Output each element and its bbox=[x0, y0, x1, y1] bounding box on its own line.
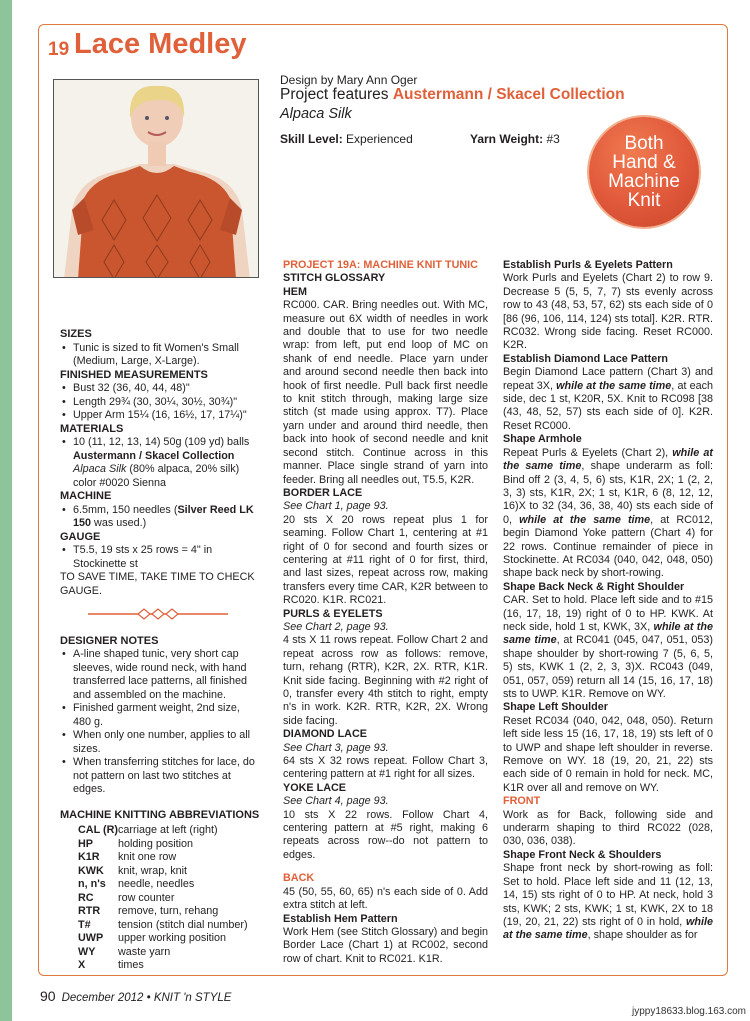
hem-pattern-heading: Establish Hem Pattern bbox=[283, 912, 398, 925]
abbreviation-row: WY waste yarn bbox=[78, 945, 171, 958]
abbreviation-row: K1R knit one row bbox=[78, 851, 177, 863]
border-lace-heading: BORDER LACE bbox=[283, 486, 363, 499]
instructions-column-2 bbox=[503, 259, 713, 943]
materials-list bbox=[60, 436, 260, 490]
front-neck-heading: Shape Front Neck & Shoulders bbox=[503, 848, 662, 861]
sizes-list bbox=[60, 342, 260, 369]
chart-reference: See Chart 1, page 93. bbox=[283, 500, 389, 513]
diamond-pattern-text: Begin Diamond Lace pattern (Chart 3) and repeat 3X, while at the same time, at each side, dec 1 st, K20R, 5X. Knit to RC098 [38 (43, 48, 52, 57) sts each side of 0]. K2R. Reset RC000. bbox=[503, 366, 713, 432]
project-heading: PROJECT 19A: MACHINE KNIT TUNIC bbox=[283, 259, 478, 271]
abbreviation-row: CAL (R) carriage at left (right) bbox=[78, 824, 218, 836]
purls-pattern-text: Work Purls and Eyelets (Chart 2) to row 9. Decrease 5 (5, 5, 7, 7) sts evenly across row to 43 (48, 53, 57, 62) sts each side of 0 [86 (96, 106, 114, 124) sts total]. K2R. RTR. RC032. Wrong side facing. Reset RC000. K2R. bbox=[503, 272, 713, 352]
skill-level: Skill Level: Experienced bbox=[280, 132, 413, 146]
list-item: • A-line shaped tunic, very short cap sleeves, wide round neck, with hand transferred lace patterns, all finished and assembled on the machine. bbox=[60, 648, 260, 702]
purls-heading: PURLS & EYELETS bbox=[283, 607, 383, 620]
list-item: • When transferring stitches for lace, do not pattern on last two stitches at edges. bbox=[60, 756, 260, 797]
abbreviation-row: HP holding position bbox=[78, 837, 194, 850]
ornament-divider bbox=[88, 608, 228, 620]
yoke-text: 10 sts X 22 rows. Follow Chart 4, centering pattern at #5 right, making 6 repeats across row--do not pattern to edges. bbox=[283, 808, 488, 861]
list-item: • 6.5mm, 150 needles (Silver Reed LK 150 was used.) bbox=[60, 504, 260, 531]
chart-reference: See Chart 2, page 93. bbox=[283, 620, 389, 633]
designer-notes-heading: DESIGNER NOTES bbox=[60, 634, 159, 647]
list-item: • T5.5, 19 sts x 25 rows = 4" in Stockinette st bbox=[60, 544, 260, 571]
gauge-heading: GAUGE bbox=[60, 530, 101, 543]
glossary-heading: STITCH GLOSSARY bbox=[283, 272, 386, 285]
abbreviations-heading: MACHINE KNITTING ABBREVIATIONS bbox=[60, 808, 260, 821]
issue-info: December 2012 • KNIT 'n STYLE bbox=[61, 992, 232, 1004]
finished-heading: FINISHED MEASUREMENTS bbox=[60, 368, 208, 381]
diamond-pattern-heading: Establish Diamond Lace Pattern bbox=[503, 352, 668, 365]
machine-list bbox=[60, 504, 260, 531]
list-item: • When only one number, applies to all sizes. bbox=[60, 729, 260, 756]
border-lace-text: 20 sts X 20 rows repeat plus 1 for seaming. Follow Chart 1, centering at #1 right of 0 for second and fourth sizes or centering at #11 right of 0 for first, third, and last sizes, repeat across row, making transfers every time CAR, K2R between to RC020. K1R. RC021. bbox=[283, 513, 488, 607]
abbreviation-row: UWP upper working position bbox=[78, 932, 227, 944]
list-item: • Finished garment weight, 2nd size, 480 g. bbox=[60, 702, 260, 729]
model-photo bbox=[53, 79, 259, 278]
gauge-note: TO SAVE TIME, TAKE TIME TO CHECK GAUGE. bbox=[60, 571, 255, 597]
info-column bbox=[60, 328, 260, 973]
left-color-bar bbox=[0, 0, 12, 1021]
back-heading: BACK bbox=[283, 872, 315, 885]
finished-list bbox=[60, 382, 260, 423]
front-heading: FRONT bbox=[503, 795, 541, 808]
watermark: jyppy18633.blog.163.com bbox=[632, 1006, 746, 1017]
purls-pattern-heading: Establish Purls & Eyelets Pattern bbox=[503, 259, 673, 271]
left-shoulder-heading: Shape Left Shoulder bbox=[503, 701, 608, 714]
collection-name: Austermann / Skacel Collection bbox=[392, 86, 625, 103]
abbreviation-row: X times bbox=[78, 959, 144, 971]
page-number: 90 bbox=[40, 988, 56, 1004]
list-item: • Tunic is sized to fit Women's Small (Medium, Large, X-Large). bbox=[60, 342, 260, 369]
machine-heading: MACHINE bbox=[60, 490, 112, 502]
chart-reference: See Chart 4, page 93. bbox=[283, 795, 389, 808]
hem-text: RC000. CAR. Bring needles out. With MC, measure out 6X width of needles in work and double that to use for two needle wrap: from left, put end loop of MC on shank of end needle. Place yarn under and around second needle then back into hook of first needle. Pull back first needle to knit stitch through, making large size stitch (st made using approx. T7). Place yarn under and around third needle, then back into hook of second needle and knit second stitch. Continue across in this manner. Place single strand of yarn into feeder. Bring all needles out, T5.5, K2R. bbox=[283, 299, 488, 486]
list-item: • 10 (11, 12, 13, 14) 50g (109 yd) balls Austermann / Skacel Collection Alpaca Silk (80% alpaca, 20% silk) color #0020 Sienna bbox=[60, 436, 260, 490]
armhole-text: Repeat Purls & Eyelets (Chart 2), while at the same time, shape underarm as foll: Bind off 2 (3, 4, 5, 6) sts, K1R, 2X; 1 (2, 2, 3, 3) sts, K1R, 2X; 1 st, K1R, 6 (8, 12, 12, 16)X to 32 (34, 36, 38, 40) sts each side of 0, while at the same time, at RC012, begin Diamond Yoke pattern (Chart 4) for 22 rows. Continue remainder of piece in Stockinette. At RC034 (040, 042, 048, 050) shape back neck by short-rowing. bbox=[503, 446, 713, 580]
abbreviation-row: RC row counter bbox=[78, 891, 175, 904]
page-footer bbox=[40, 988, 231, 1004]
abbreviation-row: RTR remove, turn, rehang bbox=[78, 905, 219, 917]
back-neck-text: CAR. Set to hold. Place left side and to #15 (16, 17, 18, 19) right of 0 to HP. KWK. At neck side, hold 1 st, KWK, 3X, while at the same time, at RC041 (045, 047, 051, 053) shape shoulder by short-rowing 7 (5, 6, 5, 5) sts, KWK 1 (2, 2, 3, 3)X. RC043 (049, 051, 057, 059) return all 14 (15, 16, 17, 18) sts to UWP. K1R. Remove on WY. bbox=[503, 594, 713, 700]
gauge-list bbox=[60, 544, 260, 571]
front-text: Work as for Back, following side and underarm shaping to third RC022 (028, 030, 036, 038). bbox=[503, 808, 713, 848]
materials-heading: MATERIALS bbox=[60, 422, 124, 435]
diamond-heading: DIAMOND LACE bbox=[283, 728, 367, 741]
sizes-heading: SIZES bbox=[60, 328, 92, 340]
armhole-heading: Shape Armhole bbox=[503, 433, 582, 446]
hem-heading: HEM bbox=[283, 285, 307, 298]
page-title: Lace Medley bbox=[74, 28, 247, 60]
designer-notes-list bbox=[60, 648, 260, 797]
abbreviation-row: KWK knit, wrap, knit bbox=[78, 864, 188, 877]
back-neck-heading: Shape Back Neck & Right Shoulder bbox=[503, 580, 685, 593]
abbreviations-table bbox=[60, 824, 260, 973]
list-item: • Length 29¾ (30, 30¼, 30½, 30¾)" bbox=[60, 396, 260, 410]
knit-type-badge: Both Hand & Machine Knit bbox=[589, 117, 699, 227]
pattern-number: 19 bbox=[48, 39, 70, 60]
abbreviation-row: T# tension (stitch dial number) bbox=[78, 918, 248, 931]
left-shoulder-text: Reset RC034 (040, 042, 048, 050). Return left side less 15 (16, 17, 18, 19) sts left of 0 to UWP and shape left shoulder in reverse. Remove on WY. 18 (19, 20, 21, 22) sts each side of 0 remain in hold for neck. MC, K1R over all and remove on WY. bbox=[503, 714, 713, 794]
designer-credit: Design by Mary Ann Oger bbox=[280, 73, 418, 87]
hem-pattern-text: Work Hem (see Stitch Glossary) and begin Border Lace (Chart 1) at RC002, second row of chart. Knit to RC021. K1R. bbox=[283, 925, 488, 965]
list-item: • Bust 32 (36, 40, 44, 48)" bbox=[60, 382, 260, 396]
back-text: 45 (50, 55, 60, 65) n's each side of 0. Add extra stitch at left. bbox=[283, 885, 488, 912]
yarn-name: Alpaca Silk bbox=[280, 106, 352, 122]
front-neck-text: Shape front neck by short-rowing as foll: Set to hold. Place left side and 11 (12, 13, 14, 15) sts right of 0 to HP. At neck, hold 3 sts, KWK; 2 sts, KWK; 1 st, KWK, 2X to 18 (19, 20, 21, 22) sts right of 0 in hold, while at the same time, shape shoulder as for bbox=[503, 862, 713, 942]
instructions-column-1 bbox=[283, 259, 488, 966]
yarn-weight: Yarn Weight: #3 bbox=[470, 132, 560, 146]
yoke-heading: YOKE LACE bbox=[283, 781, 346, 794]
abbreviation-row: n, n's needle, needles bbox=[78, 878, 195, 890]
diamond-text: 64 sts X 32 rows repeat. Follow Chart 3, centering pattern at #1 right for all sizes. bbox=[283, 755, 488, 781]
list-item: • Upper Arm 15¼ (16, 16½, 17, 17¼)" bbox=[60, 409, 260, 423]
project-features: Project features Austermann / Skacel Collection bbox=[280, 86, 625, 103]
purls-text: 4 sts X 11 rows repeat. Follow Chart 2 and repeat across row as follows: remove, turn, rehang (RTR), K2R, 2X. RTR, K1R. Knit side facing. Beginning with #2 right of 0, transfer every 4th stitch to right, empty n's in work. K2R. RTR, K2R, 2X. Wrong side facing. bbox=[283, 634, 488, 727]
chart-reference: See Chart 3, page 93. bbox=[283, 741, 389, 754]
